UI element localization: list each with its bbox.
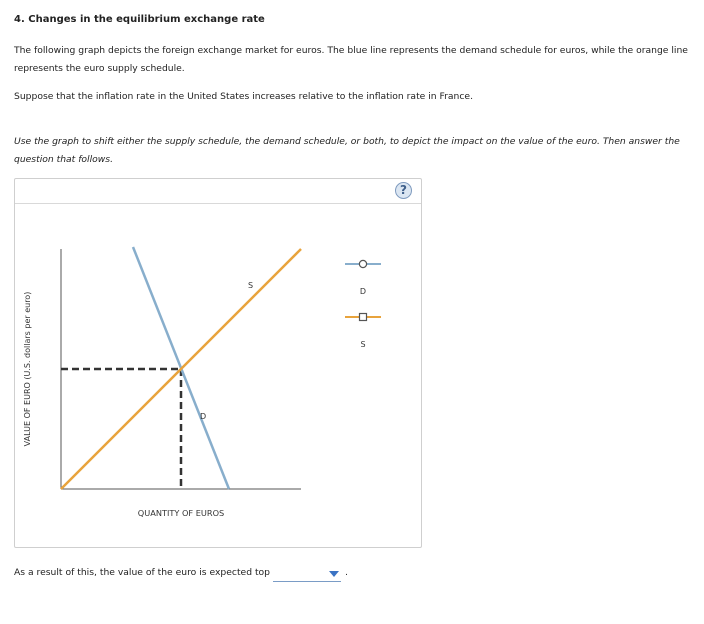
y-axis-label: VALUE OF EURO (U.S. dollars per euro) [23, 291, 32, 447]
supply-curve-label: S [248, 281, 254, 290]
circle-handle-icon [359, 260, 366, 267]
demand-tool[interactable] [345, 260, 381, 296]
exchange-market-graph [15, 179, 421, 547]
square-handle-icon [360, 314, 367, 321]
question-heading: 4. Changes in the equilibrium exchange rate [14, 14, 265, 25]
answer-dropdown[interactable] [273, 568, 341, 582]
demand-tool-label: D [359, 287, 367, 296]
intro-paragraph: The following graph depicts the foreign exchange market for euros. The blue line represents the demand schedule for euros, while the orange line represents the euro supply schedule. [14, 45, 688, 74]
scenario-paragraph: Suppose that the inflation rate in the United States increases relative to the inflation rate in France. [14, 91, 474, 102]
instruction-paragraph: Use the graph to shift either the supply schedule, the demand schedule, or both, to depict the impact on the value of the euro. Then answer the question that follows. [14, 136, 680, 165]
x-axis-label: QUANTITY OF EUROS [137, 508, 225, 518]
supply-tool-label: S [360, 340, 366, 349]
chevron-down-icon [329, 571, 339, 577]
answer-period: . [345, 567, 348, 578]
demand-curve-label: D [200, 412, 207, 421]
graph-panel [14, 178, 422, 548]
question-mark-icon: ? [400, 183, 407, 197]
supply-tool[interactable] [345, 314, 381, 350]
answer-prompt: As a result of this, the value of the euro is expected top [14, 567, 271, 578]
